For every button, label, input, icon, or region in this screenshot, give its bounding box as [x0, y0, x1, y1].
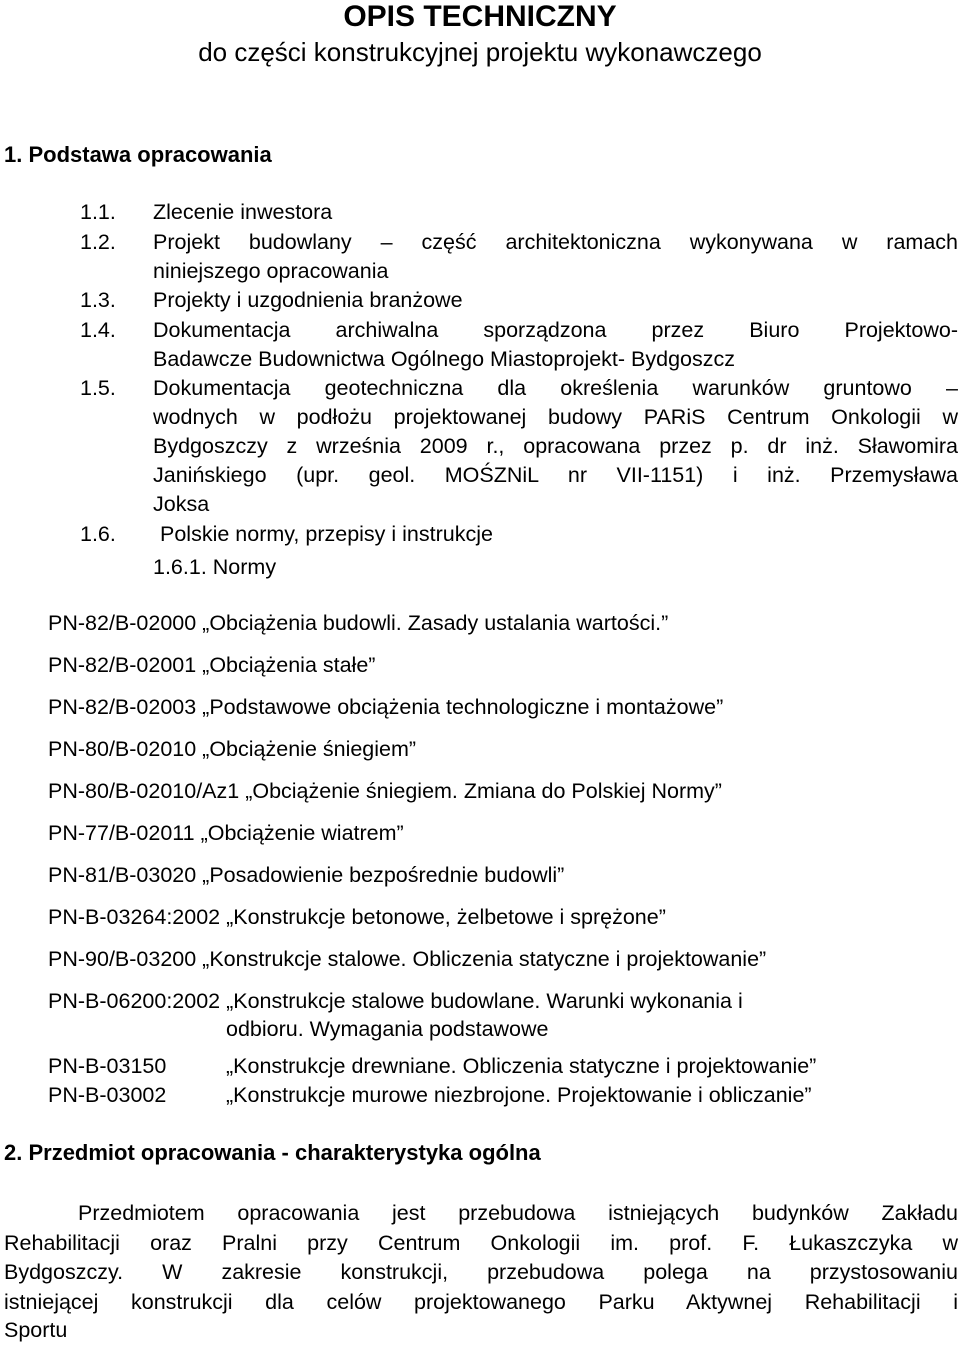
norm-code: PN-B-03002	[48, 1083, 167, 1107]
list-item-number: 1.2.	[80, 230, 116, 254]
list-item-text: Projekty i uzgodnienia branżowe	[153, 288, 463, 312]
list-item-number: 1.1.	[80, 200, 116, 224]
norm-title: „Konstrukcje drewniane. Obliczenia statyczne i projektowanie”	[226, 1054, 817, 1078]
subitem-heading: 1.6.1. Normy	[153, 555, 277, 579]
list-item-text: Zlecenie inwestora	[153, 200, 333, 224]
list-item-number: 1.6.	[80, 522, 116, 546]
document-title: OPIS TECHNICZNY	[343, 0, 617, 33]
paragraph-line: Przedmiotem opracowania jest przebudowa istniejących budynków Zakładu	[78, 1201, 958, 1225]
document-subtitle: do części konstrukcyjnej projektu wykonawczego	[198, 37, 762, 67]
list-item-number: 1.3.	[80, 288, 116, 312]
paragraph-line: Rehabilitacji oraz Pralni przy Centrum Onkologii im. prof. F. Łukaszczyka w	[4, 1231, 958, 1255]
norm-item: PN-82/B-02000 „Obciążenia budowli. Zasady ustalania wartości.”	[48, 611, 669, 635]
norm-item: PN-81/B-03020 „Posadowienie bezpośrednie budowli”	[48, 863, 565, 887]
list-item-number: 1.5.	[80, 376, 116, 400]
norm-item-continuation: odbioru. Wymagania podstawowe	[226, 1017, 549, 1041]
list-item-text: wodnych w podłożu projektowanej budowy PARiS Centrum Onkologii w	[153, 405, 958, 429]
norm-item: PN-80/B-02010/Az1 „Obciążenie śniegiem. Zmiana do Polskiej Normy”	[48, 779, 722, 803]
list-item-number: 1.4.	[80, 318, 116, 342]
section-1-heading: 1. Podstawa opracowania	[4, 142, 272, 167]
norm-item: PN-90/B-03200 „Konstrukcje stalowe. Obliczenia statyczne i projektowanie”	[48, 947, 767, 971]
list-item-text: Joksa	[153, 492, 210, 516]
norm-item: PN-77/B-02011 „Obciążenie wiatrem”	[48, 821, 404, 845]
list-item-text: Dokumentacja geotechniczna dla określenia warunków gruntowo –	[153, 376, 958, 400]
list-item-text: Bydgoszczy z września 2009 r., opracowana przez p. dr inż. Sławomira	[153, 434, 958, 458]
list-item-text: Janińskiego (upr. geol. MOŚZNiL nr VII-1151) i inż. Przemysława	[153, 463, 958, 487]
norm-item: PN-80/B-02010 „Obciążenie śniegiem”	[48, 737, 417, 761]
norm-item: PN-B-03264:2002 „Konstrukcje betonowe, żelbetowe i sprężone”	[48, 905, 666, 929]
paragraph-line: Bydgoszczy. W zakresie konstrukcji, przebudowa polega na przystosowaniu	[4, 1260, 958, 1284]
paragraph-line: istniejącej konstrukcji dla celów projektowanego Parku Aktywnej Rehabilitacji i	[4, 1290, 958, 1314]
norm-item: PN-82/B-02001 „Obciążenia stałe”	[48, 653, 376, 677]
list-item-text: Polskie normy, przepisy i instrukcje	[160, 522, 493, 546]
section-2-heading: 2. Przedmiot opracowania - charakterystyka ogólna	[4, 1140, 541, 1165]
list-item-text: Badawcze Budownictwa Ogólnego Miastoprojekt- Bydgoszcz	[153, 347, 735, 371]
list-item-text: Projekt budowlany – część architektoniczna wykonywana w ramach	[153, 230, 958, 254]
norm-item: PN-82/B-02003 „Podstawowe obciążenia technologiczne i montażowe”	[48, 695, 724, 719]
list-item-text: Dokumentacja archiwalna sporządzona przez Biuro Projektowo-	[153, 318, 958, 342]
norm-item: PN-B-06200:2002 „Konstrukcje stalowe budowlane. Warunki wykonania i	[48, 989, 743, 1013]
norm-code: PN-B-03150	[48, 1054, 167, 1078]
list-item-text: niniejszego opracowania	[153, 259, 389, 283]
norm-title: „Konstrukcje murowe niezbrojone. Projektowanie i obliczanie”	[226, 1083, 812, 1107]
paragraph-line: Sportu	[4, 1318, 68, 1342]
